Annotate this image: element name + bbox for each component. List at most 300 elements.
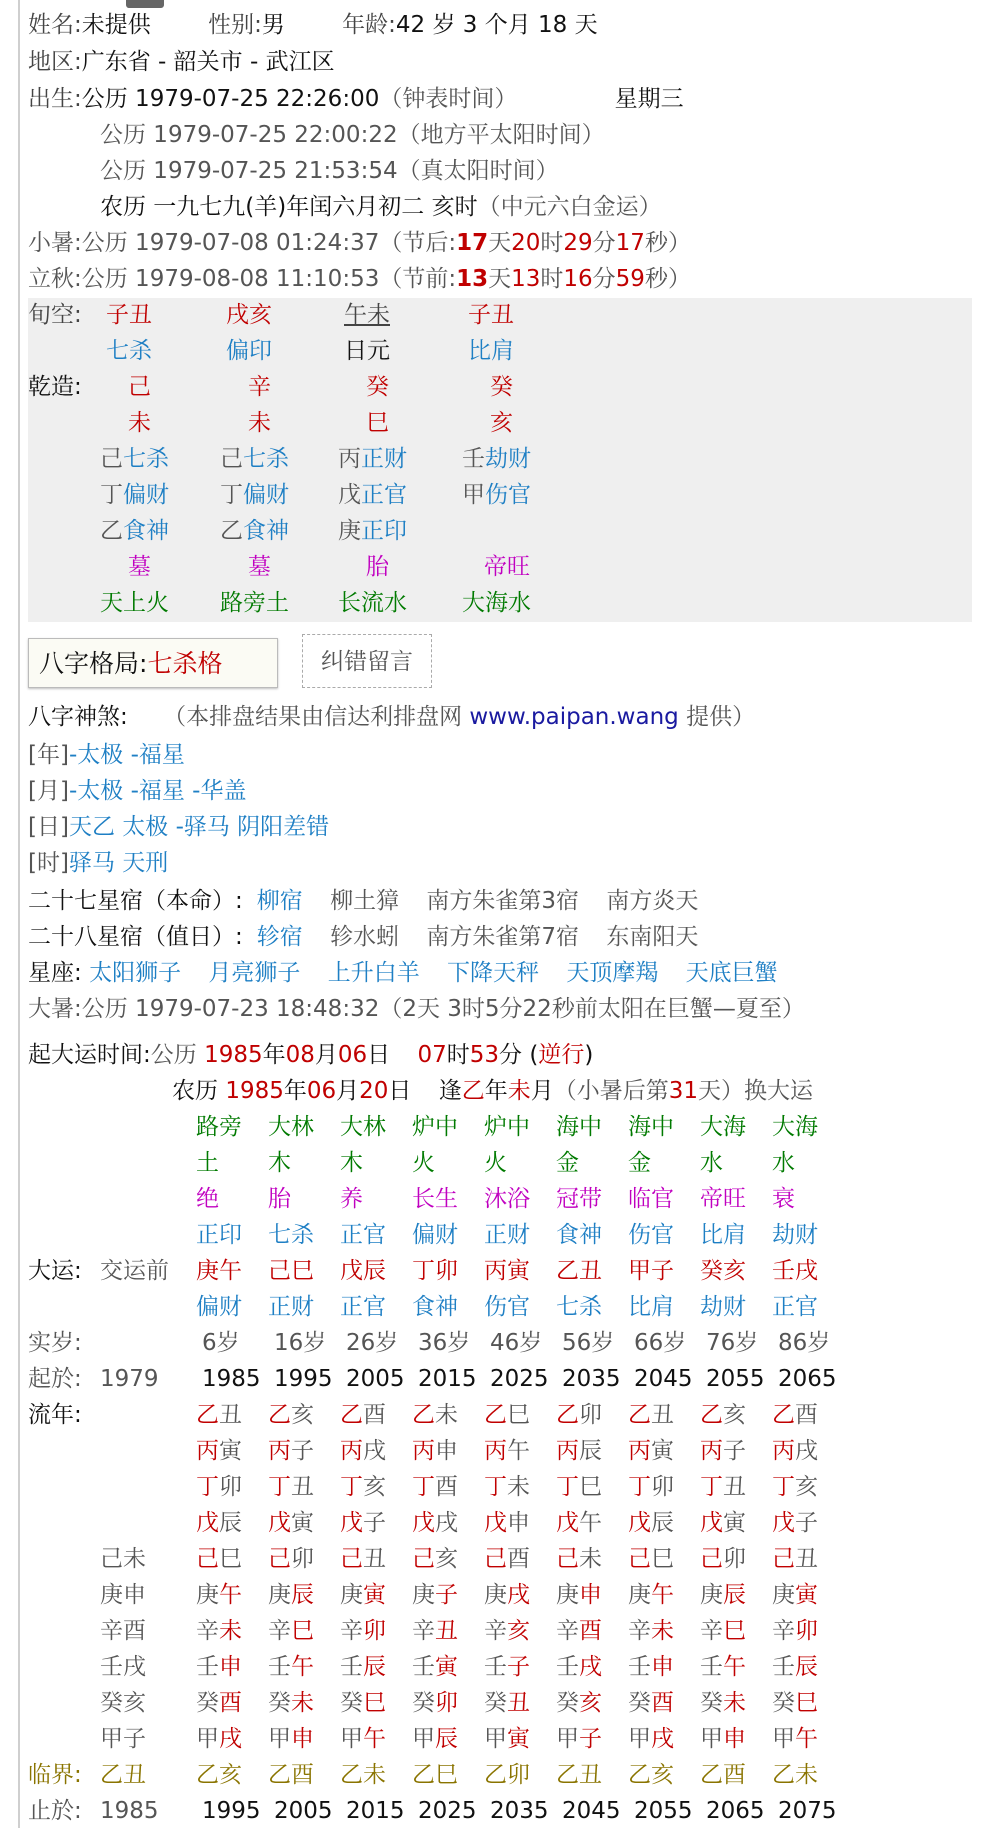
liunian-branch: 酉 xyxy=(507,1546,530,1572)
liunian-branch: 寅 xyxy=(435,1654,458,1680)
liunian-stem: 庚 xyxy=(268,1582,291,1608)
liunian-cell xyxy=(484,1614,530,1648)
liunian-branch: 申 xyxy=(651,1654,674,1680)
ten-god-cell: 偏印 xyxy=(226,338,272,364)
xiu27-sky: 南方炎天 xyxy=(606,888,699,914)
liunian-stem: 戊 xyxy=(772,1510,795,1536)
dayun-pillar: 戊辰 xyxy=(340,1258,386,1284)
liunian-cell xyxy=(412,1614,458,1648)
liunian-branch: 戌 xyxy=(651,1726,674,1752)
liunian-stem: 乙 xyxy=(772,1402,795,1428)
liunian-branch: 子 xyxy=(507,1654,530,1680)
linjie-pre: 乙丑 xyxy=(100,1762,146,1788)
dayun-nayin-element: 水 xyxy=(700,1150,723,1176)
qiyun-f7: 天）换大运 xyxy=(698,1078,814,1104)
shensha-items: -太极 -福星 -华盖 xyxy=(68,778,247,804)
liunian-cell xyxy=(196,1398,242,1432)
dayun-god-bottom: 正官 xyxy=(340,1294,386,1320)
term-seconds-unit: 秒） xyxy=(644,266,691,292)
end-year-cell: 2015 xyxy=(346,1798,405,1824)
qiyun-lunar-prefix: 农历 xyxy=(172,1078,226,1104)
hidden-stem-cell xyxy=(462,478,531,512)
growth-stage-cell: 胎 xyxy=(366,554,389,580)
liunian-branch: 亥 xyxy=(507,1618,530,1644)
liunian-branch: 卯 xyxy=(219,1474,242,1500)
liunian-stem: 丁 xyxy=(340,1474,363,1500)
liunian-cell xyxy=(340,1434,386,1468)
dayun-nayin-top: 海中 xyxy=(628,1114,674,1140)
gender-label: 性别: xyxy=(208,12,262,38)
linjie-cell: 乙亥 xyxy=(628,1762,674,1788)
hidden-stem-god: 劫财 xyxy=(485,446,531,472)
shensha-tag: [日] xyxy=(28,814,69,840)
liunian-branch: 午 xyxy=(579,1510,602,1536)
liunian-cell xyxy=(700,1542,746,1576)
dayun-nayin-top: 炉中 xyxy=(412,1114,458,1140)
liunian-cell xyxy=(340,1614,386,1648)
liunian-cell xyxy=(268,1686,314,1720)
xiu28-sky: 东南阳天 xyxy=(606,924,699,950)
xiu28-house: 南方朱雀第7宿 xyxy=(426,924,580,950)
hidden-stem-cell xyxy=(220,442,289,476)
dayun-start-year: 1995 xyxy=(274,1366,333,1392)
xingzuo-item: 上升白羊 xyxy=(327,960,420,986)
end-year-cell: 2025 xyxy=(418,1798,477,1824)
dayun-start-year: 2065 xyxy=(778,1366,837,1392)
liunian-branch: 未 xyxy=(219,1618,242,1644)
dayun-god-bottom: 比肩 xyxy=(628,1294,674,1320)
age-value: 42 岁 3 个月 18 天 xyxy=(395,12,598,38)
liunian-cell xyxy=(412,1434,458,1468)
liunian-cell xyxy=(556,1650,602,1684)
liunian-stem: 丁 xyxy=(412,1474,435,1500)
qiyun-day-unit: 日 xyxy=(367,1042,391,1068)
xiu27-house: 南方朱雀第3宿 xyxy=(426,888,580,914)
liunian-branch: 子 xyxy=(795,1510,818,1536)
region-label: 地区: xyxy=(28,49,82,75)
liunian-cell xyxy=(412,1650,458,1684)
liunian-branch: 寅 xyxy=(795,1582,818,1608)
liunian-stem: 丙 xyxy=(628,1438,651,1464)
liunian-cell xyxy=(268,1542,314,1576)
liunian-branch: 午 xyxy=(291,1654,314,1680)
liunian-cell xyxy=(556,1578,602,1612)
liunian-cell xyxy=(196,1614,242,1648)
term-seconds: 17 xyxy=(615,230,645,256)
liunian-cell xyxy=(268,1434,314,1468)
liunian-cell xyxy=(484,1650,530,1684)
liunian-cell xyxy=(196,1578,242,1612)
liunian-branch: 酉 xyxy=(435,1474,458,1500)
hidden-stem-cell xyxy=(100,478,169,512)
shensha-row xyxy=(28,810,329,844)
liunian-cell xyxy=(628,1722,674,1756)
hidden-stem-god: 食神 xyxy=(243,518,289,544)
dayun-age: 76岁 xyxy=(706,1330,759,1356)
dayun-god-top: 正官 xyxy=(340,1222,386,1248)
liunian-stem: 己 xyxy=(772,1546,795,1572)
liunian-stem: 丙 xyxy=(556,1438,579,1464)
liunian-cell xyxy=(700,1614,746,1648)
liunian-stem: 甲 xyxy=(556,1726,579,1752)
liunian-stem: 丁 xyxy=(772,1474,795,1500)
liunian-cell xyxy=(196,1722,242,1756)
liunian-branch: 丑 xyxy=(507,1690,530,1716)
liunian-branch: 未 xyxy=(651,1618,674,1644)
liunian-branch: 巳 xyxy=(579,1474,602,1500)
dayun-god-top: 偏财 xyxy=(412,1222,458,1248)
liunian-cell xyxy=(556,1686,602,1720)
hidden-stem-god: 正印 xyxy=(361,518,407,544)
liunian-stem: 己 xyxy=(484,1546,507,1572)
liunian-stem: 壬 xyxy=(484,1654,507,1680)
liunian-stem: 丁 xyxy=(556,1474,579,1500)
dayun-label: 大运: xyxy=(28,1258,82,1284)
liunian-cell xyxy=(340,1506,386,1540)
xunkong-label: 旬空: xyxy=(28,302,82,328)
liunian-stem: 辛 xyxy=(484,1618,507,1644)
liunian-pre-cell: 壬戌 xyxy=(100,1654,146,1680)
dayun-god-top: 劫财 xyxy=(772,1222,818,1248)
nayin-cell: 长流水 xyxy=(338,590,407,616)
liunian-stem: 壬 xyxy=(700,1654,723,1680)
qiyun-lunar-row xyxy=(172,1074,813,1108)
liunian-cell xyxy=(556,1470,602,1504)
liunian-stem: 甲 xyxy=(412,1726,435,1752)
liunian-stem: 癸 xyxy=(412,1690,435,1716)
dayun-nayin-top: 大海 xyxy=(700,1114,746,1140)
liunian-branch: 辰 xyxy=(723,1582,746,1608)
liunian-branch: 未 xyxy=(435,1402,458,1428)
hidden-stem: 己 xyxy=(100,446,123,472)
liunian-branch: 亥 xyxy=(723,1402,746,1428)
liunian-stem: 丁 xyxy=(700,1474,723,1500)
nayin-cell: 大海水 xyxy=(462,590,531,616)
nayin-cell: 天上火 xyxy=(100,590,169,616)
linjie-cell: 乙未 xyxy=(340,1762,386,1788)
liunian-stem: 丙 xyxy=(196,1438,219,1464)
liunian-branch: 申 xyxy=(723,1726,746,1752)
liunian-stem: 壬 xyxy=(196,1654,219,1680)
liunian-branch: 未 xyxy=(291,1690,314,1716)
shensha-note-post: 提供） xyxy=(678,704,756,730)
liunian-branch: 未 xyxy=(507,1474,530,1500)
paipan-link[interactable]: www.paipan.wang xyxy=(469,704,679,730)
linjie-cell: 乙酉 xyxy=(268,1762,314,1788)
birth-lunar-row xyxy=(100,190,662,224)
term-minutes: 29 xyxy=(563,230,593,256)
liunian-cell xyxy=(412,1398,458,1432)
qiyun-hour-unit: 时 xyxy=(446,1042,470,1068)
liunian-stem: 壬 xyxy=(412,1654,435,1680)
feedback-button[interactable]: 纠错留言 xyxy=(302,634,432,688)
term-minutes-unit: 分 xyxy=(592,230,616,256)
age-row-label: 实岁: xyxy=(28,1330,82,1356)
qiyun-solar-prefix: 公历 xyxy=(150,1042,205,1068)
liunian-stem: 乙 xyxy=(628,1402,651,1428)
qiyun-solar-row xyxy=(28,1038,593,1072)
liunian-stem: 戊 xyxy=(268,1510,291,1536)
dayun-stage: 衰 xyxy=(772,1186,795,1212)
dayun-age: 66岁 xyxy=(634,1330,687,1356)
dayun-age: 36岁 xyxy=(418,1330,471,1356)
liunian-pre-cell: 庚申 xyxy=(100,1582,146,1608)
qiyun-day: 06 xyxy=(337,1042,368,1068)
term-minutes-unit: 分 xyxy=(592,266,616,292)
liunian-branch: 酉 xyxy=(795,1402,818,1428)
dayun-nayin-top: 大海 xyxy=(772,1114,818,1140)
qiyun-f5: （小暑后第 xyxy=(553,1078,669,1104)
dayun-god-top: 正印 xyxy=(196,1222,242,1248)
xunkong-cell: 子丑 xyxy=(106,302,152,328)
liunian-stem: 乙 xyxy=(412,1402,435,1428)
liunian-stem: 辛 xyxy=(268,1618,291,1644)
liunian-cell xyxy=(628,1398,674,1432)
geju-box xyxy=(28,638,278,688)
left-border xyxy=(18,0,20,1828)
earthly-branch-cell: 亥 xyxy=(490,410,513,436)
liunian-branch: 巳 xyxy=(723,1618,746,1644)
liunian-cell xyxy=(772,1506,818,1540)
dayun-stage: 绝 xyxy=(196,1186,219,1212)
liunian-cell xyxy=(628,1614,674,1648)
liunian-cell xyxy=(556,1506,602,1540)
liunian-branch: 未 xyxy=(723,1690,746,1716)
liunian-cell xyxy=(340,1470,386,1504)
dayun-pillar: 甲子 xyxy=(628,1258,674,1284)
shensha-items: -太极 -福星 xyxy=(68,742,185,768)
liunian-cell xyxy=(340,1398,386,1432)
liunian-stem: 甲 xyxy=(484,1726,507,1752)
hidden-stem-cell xyxy=(220,514,289,548)
xingzuo-label: 星座: xyxy=(28,960,82,986)
hidden-stem-god: 偏财 xyxy=(243,482,289,508)
hidden-stem: 丙 xyxy=(338,446,361,472)
term-seconds: 59 xyxy=(615,266,645,292)
growth-stage-cell: 墓 xyxy=(248,554,271,580)
liunian-stem: 己 xyxy=(268,1546,291,1572)
liunian-stem: 庚 xyxy=(700,1582,723,1608)
liunian-stem: 丙 xyxy=(484,1438,507,1464)
hidden-stem-cell xyxy=(462,442,531,476)
liunian-stem: 己 xyxy=(628,1546,651,1572)
ten-god-cell: 比肩 xyxy=(468,338,514,364)
liunian-cell xyxy=(556,1722,602,1756)
liunian-cell xyxy=(268,1722,314,1756)
dashu-text: 公历 1979-07-23 18:48:32（2天 3时5分22秒前太阳在巨蟹—夏至） xyxy=(81,996,805,1022)
dayun-god-top: 食神 xyxy=(556,1222,602,1248)
liunian-branch: 子 xyxy=(363,1510,386,1536)
liunian-stem: 癸 xyxy=(628,1690,651,1716)
liunian-cell xyxy=(556,1434,602,1468)
end-year-cell: 1995 xyxy=(202,1798,261,1824)
liunian-cell xyxy=(484,1578,530,1612)
liunian-cell xyxy=(268,1470,314,1504)
dayun-god-top: 比肩 xyxy=(700,1222,746,1248)
geju-label: 八字格局: xyxy=(39,649,148,678)
liunian-stem: 庚 xyxy=(340,1582,363,1608)
dayun-nayin-element: 木 xyxy=(268,1150,291,1176)
qiyun-feng: 逢 xyxy=(438,1078,462,1104)
liunian-branch: 酉 xyxy=(363,1402,386,1428)
liunian-branch: 寅 xyxy=(723,1510,746,1536)
qiyun-year: 1985 xyxy=(204,1042,263,1068)
shensha-items: 驿马 天刑 xyxy=(68,850,169,876)
qiyun-f1: 乙 xyxy=(461,1078,485,1104)
liunian-cell xyxy=(772,1686,818,1720)
liunian-stem: 辛 xyxy=(556,1618,579,1644)
dayun-nayin-top: 大林 xyxy=(340,1114,386,1140)
xiu27-animal: 柳土獐 xyxy=(330,888,400,914)
dayun-god-bottom: 偏财 xyxy=(196,1294,242,1320)
shensha-label: 八字神煞: xyxy=(28,704,128,730)
growth-stage-cell: 墓 xyxy=(128,554,151,580)
liunian-pre-cell: 辛酉 xyxy=(100,1618,146,1644)
liunian-stem: 丙 xyxy=(340,1438,363,1464)
term-seconds-unit: 秒） xyxy=(644,230,691,256)
dayun-stage: 冠带 xyxy=(556,1186,602,1212)
liunian-cell xyxy=(700,1506,746,1540)
gender-value: 男 xyxy=(261,12,285,38)
linjie-label: 临界: xyxy=(28,1762,82,1788)
liunian-cell xyxy=(700,1686,746,1720)
dashu-row xyxy=(28,992,805,1026)
dayun-god-bottom: 正官 xyxy=(772,1294,818,1320)
dayun-stage: 临官 xyxy=(628,1186,674,1212)
region-row xyxy=(28,45,335,79)
hidden-stem-god: 食神 xyxy=(123,518,169,544)
dayun-nayin-element: 土 xyxy=(196,1150,219,1176)
dayun-pillar: 癸亥 xyxy=(700,1258,746,1284)
liunian-branch: 戌 xyxy=(795,1438,818,1464)
liunian-branch: 辰 xyxy=(795,1654,818,1680)
liunian-cell xyxy=(556,1398,602,1432)
liunian-stem: 辛 xyxy=(700,1618,723,1644)
xingzuo-item: 天底巨蟹 xyxy=(685,960,778,986)
liunian-cell xyxy=(484,1722,530,1756)
liunian-branch: 寅 xyxy=(219,1438,242,1464)
dayun-god-top: 伤官 xyxy=(628,1222,674,1248)
shensha-row xyxy=(28,846,168,880)
liunian-branch: 戌 xyxy=(435,1510,458,1536)
hidden-stem-god: 七杀 xyxy=(243,446,289,472)
liunian-branch: 卯 xyxy=(795,1618,818,1644)
dayun-stage: 养 xyxy=(340,1186,363,1212)
hidden-stem-cell xyxy=(100,442,169,476)
dayun-nayin-element: 金 xyxy=(628,1150,651,1176)
dayun-god-bottom: 劫财 xyxy=(700,1294,746,1320)
term-label: 小暑: xyxy=(28,230,82,256)
shensha-note-pre: （本排盘结果由信达利排盘网 xyxy=(163,704,470,730)
hidden-stem-cell xyxy=(338,442,407,476)
dayun-start-year: 2025 xyxy=(490,1366,549,1392)
scroll-indicator xyxy=(126,0,164,8)
liunian-stem: 壬 xyxy=(340,1654,363,1680)
dayun-nayin-top: 大林 xyxy=(268,1114,314,1140)
liunian-branch: 卯 xyxy=(435,1690,458,1716)
liunian-cell xyxy=(196,1650,242,1684)
liunian-cell xyxy=(340,1722,386,1756)
hidden-stem: 己 xyxy=(220,446,243,472)
start-row-label: 起於: xyxy=(28,1366,82,1392)
shensha-row xyxy=(28,738,185,772)
hidden-stem: 丁 xyxy=(220,482,243,508)
end-year-cell: 2045 xyxy=(562,1798,621,1824)
liunian-cell xyxy=(628,1506,674,1540)
end-year-cell: 2075 xyxy=(778,1798,837,1824)
xunkong-cell: 午未 xyxy=(344,302,390,328)
qiyun-label: 起大运时间: xyxy=(28,1042,151,1068)
liunian-cell xyxy=(268,1614,314,1648)
liunian-cell xyxy=(484,1470,530,1504)
liunian-branch: 子 xyxy=(579,1726,602,1752)
birth-clock-note: （钟表时间） xyxy=(379,86,518,112)
hidden-stem: 壬 xyxy=(462,446,485,472)
hidden-stem-god: 七杀 xyxy=(123,446,169,472)
liunian-cell xyxy=(412,1470,458,1504)
xunkong-cell: 戌亥 xyxy=(226,302,272,328)
liunian-branch: 申 xyxy=(435,1438,458,1464)
liunian-cell xyxy=(196,1686,242,1720)
liunian-stem: 乙 xyxy=(268,1402,291,1428)
liunian-branch: 亥 xyxy=(795,1474,818,1500)
liunian-branch: 午 xyxy=(651,1582,674,1608)
qiyun-minute: 53 xyxy=(469,1042,500,1068)
term-days: 13 xyxy=(456,266,489,292)
birth-clock-row xyxy=(28,82,684,116)
region-value: 广东省 - 韶关市 - 武江区 xyxy=(81,49,335,75)
term-row-liqiu xyxy=(28,262,691,296)
start-row-pre: 1979 xyxy=(100,1366,159,1392)
hidden-stem-cell xyxy=(338,514,407,548)
liunian-stem: 丙 xyxy=(700,1438,723,1464)
hidden-stem-god: 伤官 xyxy=(485,482,531,508)
liunian-branch: 寅 xyxy=(363,1582,386,1608)
liunian-stem: 甲 xyxy=(772,1726,795,1752)
liunian-stem: 丁 xyxy=(196,1474,219,1500)
dayun-god-bottom: 正财 xyxy=(268,1294,314,1320)
liunian-stem: 戊 xyxy=(340,1510,363,1536)
liunian-cell xyxy=(484,1542,530,1576)
dayun-nayin-top: 炉中 xyxy=(484,1114,530,1140)
linjie-cell: 乙卯 xyxy=(484,1762,530,1788)
xiu28-name: 轸宿 xyxy=(256,924,303,950)
liunian-branch: 巳 xyxy=(363,1690,386,1716)
weekday: 星期三 xyxy=(614,86,684,112)
liunian-cell xyxy=(772,1434,818,1468)
end-year-cell: 2065 xyxy=(706,1798,765,1824)
shensha-tag: [年] xyxy=(28,742,69,768)
ten-god-cell: 日元 xyxy=(344,338,390,364)
name-label: 姓名: xyxy=(28,12,82,38)
liunian-stem: 戊 xyxy=(196,1510,219,1536)
liunian-stem: 乙 xyxy=(484,1402,507,1428)
linjie-cell: 乙丑 xyxy=(556,1762,602,1788)
liunian-cell xyxy=(268,1650,314,1684)
dayun-stage: 长生 xyxy=(412,1186,458,1212)
qiyun-hour: 07 xyxy=(417,1042,447,1068)
liunian-cell xyxy=(484,1506,530,1540)
liunian-branch: 巳 xyxy=(651,1546,674,1572)
birth-label: 出生: xyxy=(28,86,82,112)
shensha-tag: [月] xyxy=(28,778,69,804)
liunian-cell xyxy=(412,1542,458,1576)
term-pre: （节后: xyxy=(379,230,457,256)
hidden-stem: 乙 xyxy=(100,518,123,544)
liunian-stem: 庚 xyxy=(772,1582,795,1608)
liunian-cell xyxy=(340,1686,386,1720)
dayun-nayin-top: 海中 xyxy=(556,1114,602,1140)
